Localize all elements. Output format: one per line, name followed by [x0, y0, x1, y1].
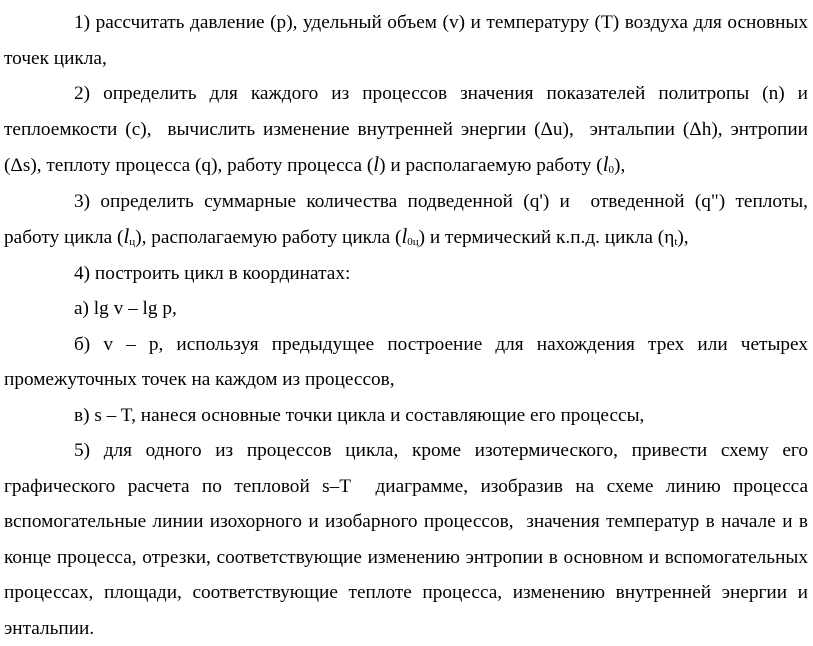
- symbol-l: l: [602, 152, 609, 176]
- subscript: ц: [129, 236, 136, 248]
- subscript: 0ц: [407, 236, 419, 248]
- paragraph-item-4c: в) s – T, нанеся основные точки цикла и составляющие его процессы,: [74, 404, 645, 426]
- paragraph-item-5: 5) для одного из процессов цикла, кроме изотермического, привести схему его графического расчета по тепловой s–T диаграмме, изобразив на схеме линию процесса вспомогательные линии изохорного и изобарного процессов, значения температур в начале и в конце процесса, отрезки, соответствующие изменению энтропии в основном и вспомогательных процессах, площади, соответствующие теплоте процесса, изменению внутренней энергии и энтальпии.: [4, 440, 813, 639]
- subscript: 0: [608, 164, 615, 176]
- paragraph-item-3: [4, 184, 813, 256]
- paragraph-item-2: [4, 76, 813, 184]
- symbol-l: l: [401, 224, 408, 248]
- symbol-l: l: [373, 152, 380, 176]
- symbol-l: l: [123, 224, 130, 248]
- text: ) и располагаемую работу (: [379, 155, 603, 176]
- text: ), располагаемую работу цикла (: [135, 227, 402, 248]
- text: 2) определить для каждого из процессов значения показателей политропы (n) и теплоемкости (c), вычислить изменение внутренней энергии (Δu), энтальпии (Δh), энтропии (Δs), теплоту процесса (q), работу процесса (: [4, 83, 813, 176]
- text: ),: [677, 227, 689, 248]
- paragraph-item-4b: б) v – p, используя предыдущее построение для нахождения трех или четырех промежуточных точек на каждом из процессов,: [4, 333, 813, 390]
- paragraph-item-1: 1) рассчитать давление (p), удельный объем (v) и температуру (T) воздуха для основных точек цикла,: [4, 12, 813, 69]
- text: 3) определить суммарные количества подведенной (q') и отведенной (q") теплоты, работу цикла (: [4, 190, 813, 248]
- paragraph-item-4: 4) построить цикл в координатах:: [74, 262, 351, 284]
- paragraph-item-4a: а) lg v – lg p,: [74, 298, 177, 319]
- text: ),: [614, 155, 626, 176]
- subscript: t: [674, 236, 678, 248]
- text: ) и термический к.п.д. цикла (η: [418, 227, 675, 248]
